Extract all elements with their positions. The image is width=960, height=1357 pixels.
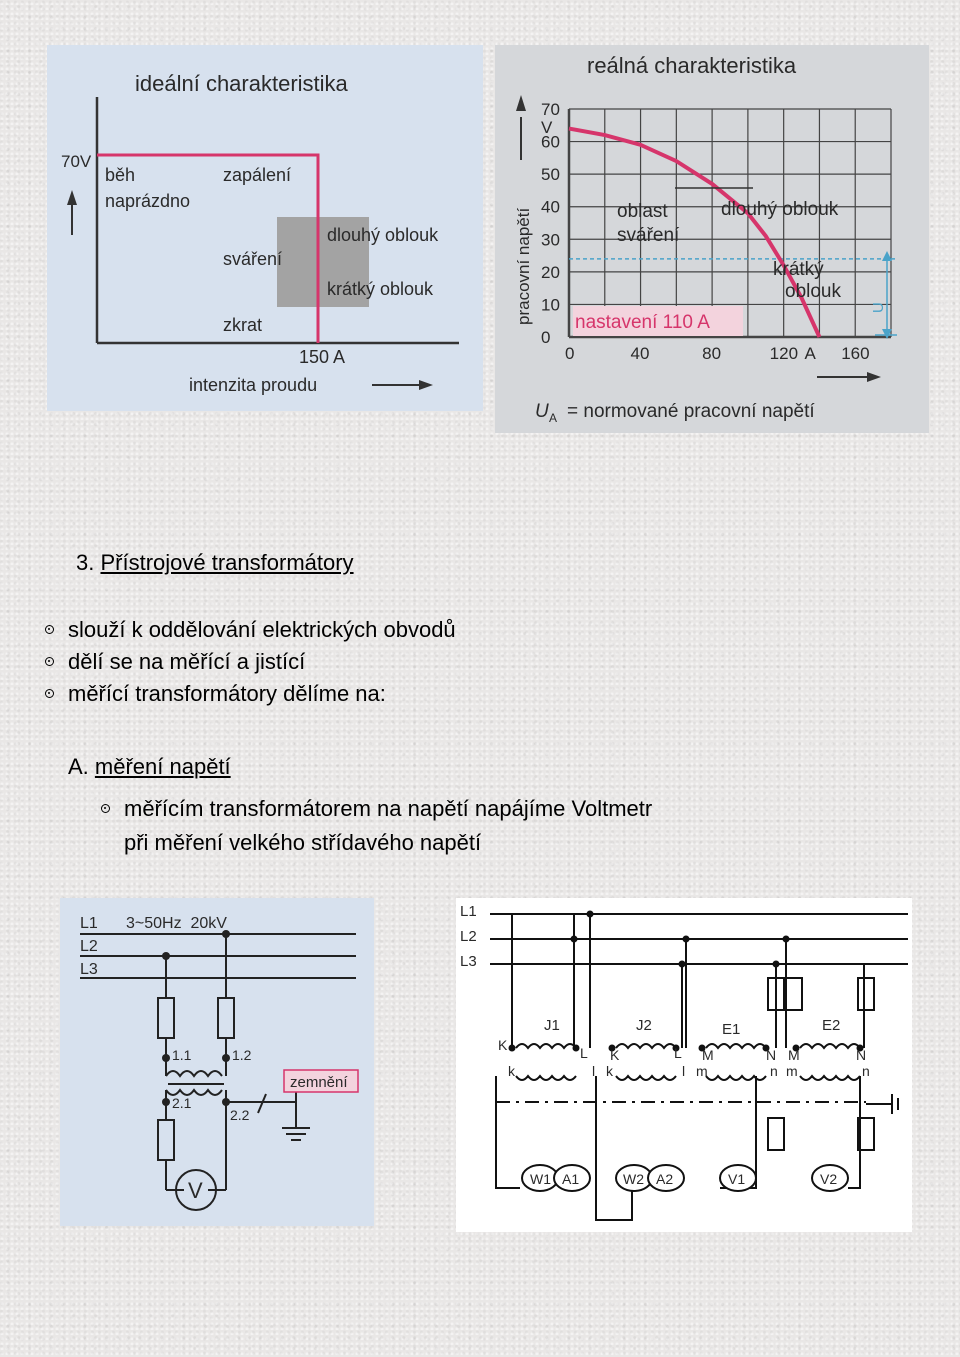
vt-e1-label: E1 <box>722 1021 741 1038</box>
y-tick-label: 30 <box>541 230 560 250</box>
line-l1-label: L1 <box>460 903 477 920</box>
ua-symbol: U <box>535 401 549 422</box>
x-tick-label: 120 <box>769 344 799 363</box>
bullet-icon <box>45 689 54 698</box>
setting-label: nastavení 110 A <box>575 312 710 333</box>
x-axis-label: intenzita proudu <box>189 375 318 395</box>
terminal-N1: N <box>766 1047 777 1063</box>
ideal-title: ideální charakteristika <box>135 71 348 96</box>
label-long-arc: dlouhý oblouk <box>721 199 839 220</box>
real-characteristic-figure <box>495 45 929 433</box>
sub-bullet-line-1: měřícím transformátorem na napětí napájíme Voltmetr <box>124 796 653 821</box>
subsection-title: měření napětí <box>94 754 231 779</box>
terminal-m1: m <box>696 1063 708 1079</box>
right-arrow-icon <box>419 380 433 390</box>
section-heading <box>76 550 354 576</box>
terminal-K2: K <box>610 1047 620 1063</box>
subsection-letter: A. <box>68 754 89 779</box>
ua-subscript: A <box>549 411 558 425</box>
line-l3-label: L3 <box>460 953 477 970</box>
real-title: reálná charakteristika <box>587 53 797 78</box>
line-l3-label: L3 <box>80 961 98 978</box>
subsection-heading <box>68 754 231 780</box>
terminal-L2: L <box>674 1045 682 1061</box>
label-short-arc: krátký oblouk <box>327 279 434 299</box>
label-short-arc-1: krátký <box>773 259 824 280</box>
terminal-k2: k <box>606 1063 613 1079</box>
y-tick-label: V <box>541 118 553 137</box>
y-tick-label: 20 <box>541 262 560 282</box>
y-tick-label: 60 <box>541 132 560 152</box>
x-tick-label: 40 <box>630 344 650 363</box>
meter-a2: A2 <box>656 1171 674 1187</box>
line-l1-label: L1 <box>80 915 98 932</box>
label-short: zkrat <box>223 315 263 335</box>
meter-w1: W1 <box>530 1171 551 1187</box>
terminal-N2: N <box>856 1047 867 1063</box>
list-item: slouží k oddělování elektrických obvodů <box>44 614 456 646</box>
y-tick-label: 40 <box>541 197 560 217</box>
label-idle-1: běh <box>105 165 136 185</box>
terminal-L1: L <box>580 1045 588 1061</box>
meter-a1: A1 <box>562 1171 580 1187</box>
bullet-icon <box>45 625 54 634</box>
list-item: dělí se na měřící a jistící <box>44 646 456 678</box>
y-tick-label: 50 <box>541 165 560 185</box>
list-item: měřící transformátory dělíme na: <box>44 678 456 710</box>
sub-bullet <box>100 792 652 860</box>
terminal-l1: l <box>592 1063 596 1079</box>
ideal-characteristic-figure <box>47 45 483 411</box>
ct-j1-label: J1 <box>544 1017 560 1034</box>
up-arrow-icon <box>67 190 77 205</box>
label-idle-2: naprázdno <box>105 191 191 211</box>
terminal-2-1: 2.1 <box>172 1095 192 1111</box>
terminal-l2: l <box>682 1063 686 1079</box>
meter-w2: W2 <box>623 1171 644 1187</box>
meter-v1: V1 <box>728 1171 746 1187</box>
terminal-n1: n <box>770 1063 778 1079</box>
ground-label: zemnění <box>290 1074 348 1091</box>
measurement-circuit-diagram <box>456 898 912 1232</box>
label-long-arc: dlouhý oblouk <box>327 225 439 245</box>
label-ignition: zapálení <box>223 165 292 185</box>
terminal-M1: M <box>702 1047 714 1063</box>
bullet-icon <box>101 804 110 813</box>
y-tick-label: 10 <box>541 295 560 315</box>
terminal-k1: k <box>508 1063 515 1079</box>
section-number: 3. <box>76 550 95 575</box>
real-grid <box>569 109 895 337</box>
sub-bullet-line-2: při měření velkého střídavého napětí <box>124 830 482 855</box>
footnote: = normované pracovní napětí <box>567 401 815 422</box>
meter-v2: V2 <box>820 1171 838 1187</box>
voltage-transformer-diagram <box>60 898 374 1226</box>
up-arrow-icon <box>516 95 526 111</box>
voltmeter-symbol: V <box>188 1178 203 1203</box>
line-l2-label: L2 <box>80 938 98 955</box>
ua-vertical-label: U <box>870 302 887 313</box>
x-tick-label: 80 <box>702 344 722 363</box>
terminal-m2: m <box>786 1063 798 1079</box>
y-marker: 70V <box>61 152 92 171</box>
label-short-arc-2: oblouk <box>785 281 841 302</box>
x-tick-label: 160 <box>841 344 870 363</box>
line-l2-label: L2 <box>460 928 477 945</box>
y-tick-label: 0 <box>541 328 551 347</box>
terminal-M2: M <box>788 1047 800 1063</box>
terminal-1-1: 1.1 <box>172 1047 192 1063</box>
real-curve <box>569 129 819 337</box>
right-arrow-icon <box>867 372 881 382</box>
ct-j2-label: J2 <box>636 1017 652 1034</box>
terminal-2-2: 2.2 <box>230 1107 250 1123</box>
vt-e2-label: E2 <box>822 1017 841 1034</box>
label-welding: sváření <box>223 249 283 269</box>
terminal-n2: n <box>862 1063 870 1079</box>
supply-label: 3~50Hz 20kV <box>126 915 227 932</box>
terminal-K1: K <box>498 1037 508 1053</box>
x-tick-label: A <box>804 344 816 363</box>
label-area-1: oblast <box>617 201 668 222</box>
x-marker: 150 A <box>299 347 346 367</box>
label-area-2: sváření <box>617 225 680 246</box>
y-axis-label: pracovní napětí <box>514 207 533 325</box>
terminal-1-2: 1.2 <box>232 1047 252 1063</box>
y-tick-label: 70 <box>541 100 560 119</box>
section-title: Přístrojové transformátory <box>100 550 354 575</box>
bullet-list <box>44 614 456 710</box>
x-tick-label: 0 <box>565 344 575 363</box>
bullet-icon <box>45 657 54 666</box>
